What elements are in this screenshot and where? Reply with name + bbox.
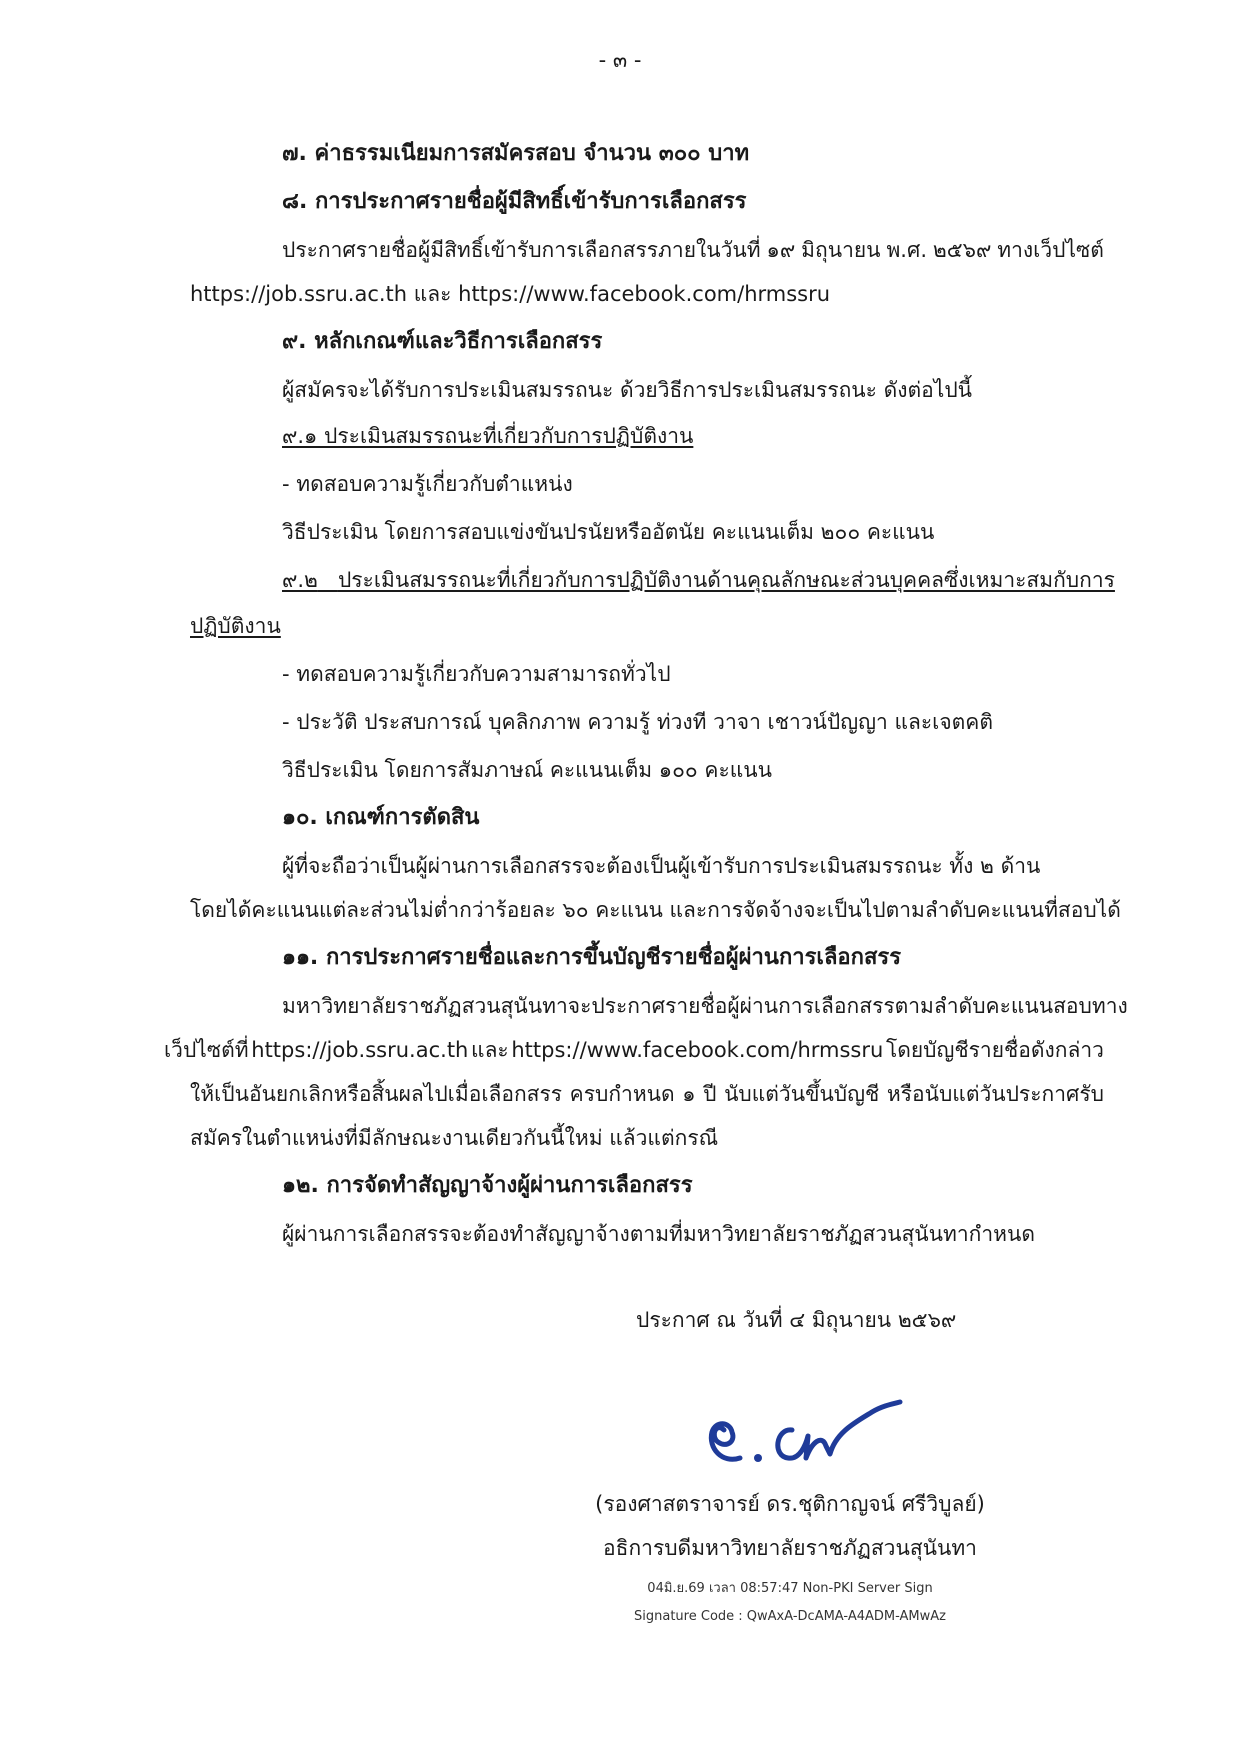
section-11-heading: ๑๑. การประกาศรายชื่อและการขึ้นบัญชีรายชื่อผู้ผ่านการเลือกสรร — [282, 945, 902, 970]
section-12-heading: ๑๒. การจัดทำสัญญาจ้างผู้ผ่านการเลือกสรร — [282, 1173, 693, 1198]
section-10-line-2: โดยได้คะแนนแต่ละส่วนไม่ต่ำกว่าร้อยละ ๖๐ คะแนน และการจัดจ้างจะเป็นไปตามลำดับคะแนนที่สอบได้ — [190, 898, 1121, 922]
section-9-2-title-cont: ปฏิบัติงาน — [190, 614, 281, 638]
section-7-heading: ๗. ค่าธรรมเนียมการสมัครสอบ จำนวน ๓๐๐ บาท — [282, 141, 750, 166]
page-number: - ๓ - — [598, 48, 642, 72]
announcement-date: ประกาศ ณ วันที่ ๔ มิถุนายน ๒๕๖๙ — [636, 1308, 957, 1332]
word: จะประกาศรายชื่อผู้ผ่านการเลือกสรรตามลำดับคะแนนสอบ — [567, 994, 1092, 1018]
word: พ.ศ. — [886, 238, 927, 262]
section-9-1-item: - ทดสอบความรู้เกี่ยวกับตำแหน่ง — [282, 472, 573, 496]
section-9-intro: ผู้สมัครจะได้รับการประเมินสมรรถนะ ด้วยวิธีการประเมินสมรรถนะ ดังต่อไปนี้ — [282, 378, 973, 402]
section-12-line-1: ผู้ผ่านการเลือกสรรจะต้องทำสัญญาจ้างตามที่มหาวิทยาลัยราชภัฏสวนสุนันทากำหนด — [282, 1222, 1035, 1246]
section-10-heading: ๑๐. เกณฑ์การตัดสิน — [282, 805, 480, 830]
section-9-heading: ๙. หลักเกณฑ์และวิธีการเลือกสรร — [282, 329, 603, 354]
link-text: https://www.facebook.com/hrmssru — [511, 1038, 884, 1062]
section-9-2-item-2: - ประวัติ ประสบการณ์ บุคลิกภาพ ความรู้ ท่วงที วาจา เชาวน์ปัญญา และเจตคติ — [282, 710, 993, 734]
section-11-line-4: สมัครในตำแหน่งที่มีลักษณะงานเดียวกันนี้ใหม่ แล้วแต่กรณี — [190, 1126, 719, 1150]
link-text: https://job.ssru.ac.th — [251, 1038, 469, 1062]
word: และ — [471, 1038, 509, 1062]
section-11-line-1 — [282, 992, 1128, 1020]
word: ทางเว็ปไซต์ — [997, 238, 1104, 262]
word: มหาวิทยาลัยราชภัฏสวนสุนันทา — [282, 994, 568, 1018]
word: ปี — [703, 1082, 717, 1106]
signature-image — [696, 1392, 916, 1482]
word: ประเมินสมรรถนะที่เกี่ยวกับการปฏิบัติงานด้านคุณลักษณะส่วนบุคคลซึ่งเหมาะสมกับการ — [337, 568, 1115, 592]
section-9-2-item-1: - ทดสอบความรู้เกี่ยวกับความสามารถทั่วไป — [282, 662, 671, 686]
section-8-heading: ๘. การประกาศรายชื่อผู้มีสิทธิ์เข้ารับการเลือกสรร — [282, 189, 747, 214]
word: โดยบัญชีรายชื่อดังกล่าว — [885, 1038, 1104, 1062]
signature-code: Signature Code : QwAxA-DcAMA-A4ADM-AMwAz — [634, 1609, 946, 1624]
word: ทาง — [1091, 994, 1128, 1018]
word: หรือนับแต่วันประกาศรับ — [886, 1082, 1104, 1106]
section-11-line-3 — [190, 1080, 1104, 1108]
section-11-line-2 — [164, 1036, 1104, 1064]
word: มิถุนายน — [801, 238, 881, 262]
signer-name: (รองศาสตราจารย์ ดร.ชุติกาญจน์ ศรีวิบูลย์) — [595, 1492, 985, 1516]
word: ครบกำหนด — [569, 1082, 675, 1106]
word: ๑๙ — [766, 238, 796, 262]
word: ๒๕๖๙ — [932, 238, 992, 262]
signer-title: อธิการบดีมหาวิทยาลัยราชภัฏสวนสุนันทา — [603, 1536, 977, 1560]
word: นับแต่วันขึ้นบัญชี — [724, 1082, 880, 1106]
section-9-2-method: วิธีประเมิน โดยการสัมภาษณ์ คะแนนเต็ม ๑๐๐ คะแนน — [282, 758, 772, 782]
section-8-line-1 — [282, 236, 1104, 264]
word: ๑ — [682, 1082, 696, 1106]
section-9-1-method: วิธีประเมิน โดยการสอบแข่งขันปรนัยหรืออัตนัย คะแนนเต็ม ๒๐๐ คะแนน — [282, 520, 935, 544]
word: ประกาศรายชื่อผู้มีสิทธิ์เข้ารับการเลือกสรรภายในวันที่ — [282, 238, 761, 262]
section-8-line-2: https://job.ssru.ac.th และ https://www.facebook.com/hrmssru — [190, 282, 831, 306]
section-9-2-title — [282, 566, 1115, 594]
section-10-line-1: ผู้ที่จะถือว่าเป็นผู้ผ่านการเลือกสรรจะต้องเป็นผู้เข้ารับการประเมินสมรรถนะ ทั้ง ๒ ด้าน — [282, 854, 1041, 878]
word: ๙.๒ — [282, 568, 318, 592]
word: ให้เป็นอันยกเลิกหรือสิ้นผลไปเมื่อเลือกสรร — [190, 1082, 563, 1106]
section-9-1-title: ๙.๑ ประเมินสมรรถนะที่เกี่ยวกับการปฏิบัติงาน — [282, 424, 694, 448]
word: เว็ปไซต์ที่ — [164, 1038, 249, 1062]
sign-timestamp: 04มิ.ย.69 เวลา 08:57:47 Non-PKI Server Sign — [647, 1581, 933, 1596]
